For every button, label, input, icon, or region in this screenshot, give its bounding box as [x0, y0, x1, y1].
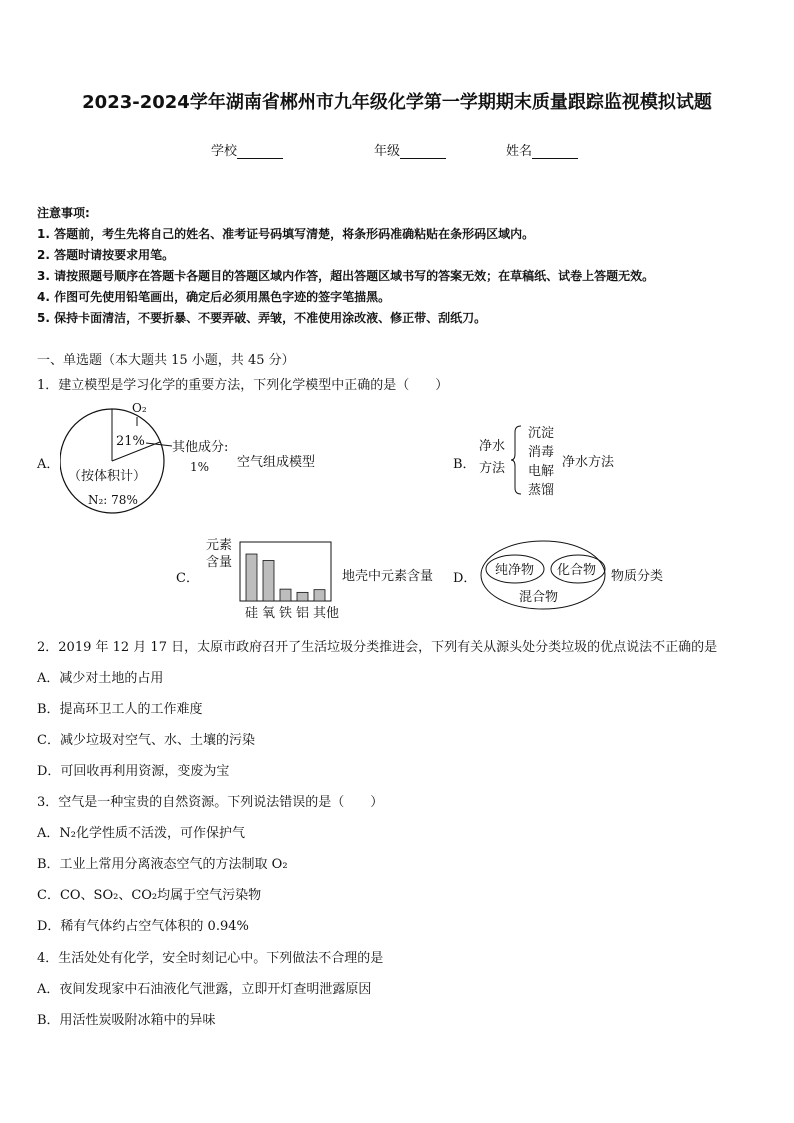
q4-stem: 4．生活处处有化学，安全时刻记心中。下列做法不合理的是 — [37, 951, 384, 966]
school-field — [211, 140, 283, 159]
q1-option-c-label: C． — [176, 571, 199, 586]
grade-blank[interactable] — [400, 144, 446, 159]
q4-option[interactable]: A．夜间发现家中石油液化气泄露，立即开灯查明泄露原因 — [37, 982, 372, 997]
n2-label: N₂: 78% — [88, 493, 138, 507]
q3-option[interactable]: B．工业上常用分离液态空气的方法制取 O₂ — [37, 857, 288, 872]
note-item: 5. 保持卡面清洁，不要折暴、不要弄破、弄皱，不准使用涂改液、修正带、刮纸刀。 — [37, 311, 487, 325]
school-label: 学校 — [211, 144, 238, 159]
by-volume-label: （按体积计） — [68, 469, 147, 484]
brace-icon — [511, 426, 521, 494]
water-method-diagram — [472, 420, 632, 500]
matter-classification-diagram — [476, 537, 676, 613]
q3-option[interactable]: C．CO、SO₂、CO₂均属于空气污染物 — [37, 888, 262, 903]
q2-stem: 2．2019 年 12 月 17 日，太原市政府召开了生活垃圾分类推进会，下列有关从源头处分类垃圾的优点说法不正确的是 — [37, 640, 718, 655]
q3-option[interactable]: A．N₂化学性质不活泼，可作保护气 — [37, 826, 245, 841]
water-caption: 净水方法 — [562, 455, 615, 470]
q1-option-d-label: D． — [453, 571, 477, 586]
notes-heading: 注意事项: — [37, 206, 90, 220]
water-item: 蒸馏 — [528, 483, 555, 498]
mixture-label: 混合物 — [519, 590, 559, 605]
grade-field — [374, 140, 446, 159]
chart-tick-label: 铁 — [279, 606, 293, 621]
q2-option[interactable]: C．减少垃圾对空气、水、土壤的污染 — [37, 733, 255, 748]
chart-bar — [246, 554, 257, 601]
q3-stem: 3．空气是一种宝贵的自然资源。下列说法错误的是（ ） — [37, 795, 384, 810]
water-item: 沉淀 — [528, 426, 555, 441]
name-blank[interactable] — [532, 144, 578, 159]
q1-stem: 1．建立模型是学习化学的重要方法，下列化学模型中正确的是（ ） — [37, 378, 449, 393]
chart-ylabel-1: 元素 — [206, 538, 233, 553]
chart-bar — [297, 592, 308, 601]
chart-ylabel-2: 含量 — [206, 555, 233, 570]
note-item: 2. 答题时请按要求用笔。 — [37, 248, 175, 262]
chart-tick-label: 铝 — [296, 606, 310, 621]
chart-tick-label: 硅 — [245, 606, 259, 621]
chart-bar — [314, 590, 325, 601]
compound-label: 化合物 — [557, 563, 597, 578]
q1-option-b-label: B． — [453, 457, 476, 472]
page-title: 2023-2024学年湖南省郴州市九年级化学第一学期期末质量跟踪监视模拟试题 — [82, 92, 712, 113]
school-blank[interactable] — [237, 144, 283, 159]
q2-option[interactable]: D．可回收再利用资源，变废为宝 — [37, 764, 230, 779]
q1-option-a-label: A． — [37, 457, 60, 472]
water-left-1: 净水 — [479, 439, 506, 454]
water-item: 电解 — [528, 464, 555, 479]
water-item: 消毒 — [528, 445, 555, 460]
name-label: 姓名 — [506, 144, 533, 159]
chart-tick-label: 其他 — [313, 606, 340, 621]
crust-element-chart — [200, 533, 450, 623]
notes-block — [37, 203, 654, 329]
o2-label: O₂ — [132, 401, 147, 415]
q2-option[interactable]: A．减少对土地的占用 — [37, 671, 164, 686]
air-model-caption: 空气组成模型 — [237, 455, 316, 470]
note-item: 1. 答题前，考生先将自己的姓名、准考证号码填写清楚，将条形码准确粘贴在条形码区域内。 — [37, 227, 535, 241]
section-heading: 一、单选题（本大题共 15 小题，共 45 分） — [37, 353, 295, 368]
q2-option[interactable]: B．提高环卫工人的工作难度 — [37, 702, 203, 717]
grade-label: 年级 — [374, 144, 401, 159]
chart-tick-labels — [245, 605, 339, 621]
chart-bar — [263, 561, 274, 602]
note-item: 3. 请按照题号顺序在答题卡各题目的答题区域内作答，超出答题区域书写的答案无效；在草稿纸、试卷上答题无效。 — [37, 269, 655, 283]
chart-bar — [280, 589, 291, 601]
note-item: 4. 作图可先使用铅笔画出，确定后必须用黑色字迹的签字笔描黑。 — [37, 290, 391, 304]
q3-option[interactable]: D．稀有气体约占空气体积的 0.94% — [37, 919, 249, 934]
q4-option[interactable]: B．用活性炭吸附冰箱中的异味 — [37, 1013, 216, 1028]
pure-substance-label: 纯净物 — [495, 563, 535, 578]
other-label: 其他成分: — [172, 440, 229, 455]
o2-percent: 21% — [116, 434, 145, 449]
water-left-2: 方法 — [479, 461, 506, 476]
crust-caption: 地壳中元素含量 — [342, 569, 434, 584]
air-composition-pie — [60, 398, 340, 520]
name-field — [506, 140, 578, 159]
chart-bars — [246, 554, 325, 601]
chart-tick-label: 氧 — [262, 606, 276, 621]
classification-caption: 物质分类 — [611, 569, 664, 584]
other-percent: 1% — [190, 460, 210, 474]
